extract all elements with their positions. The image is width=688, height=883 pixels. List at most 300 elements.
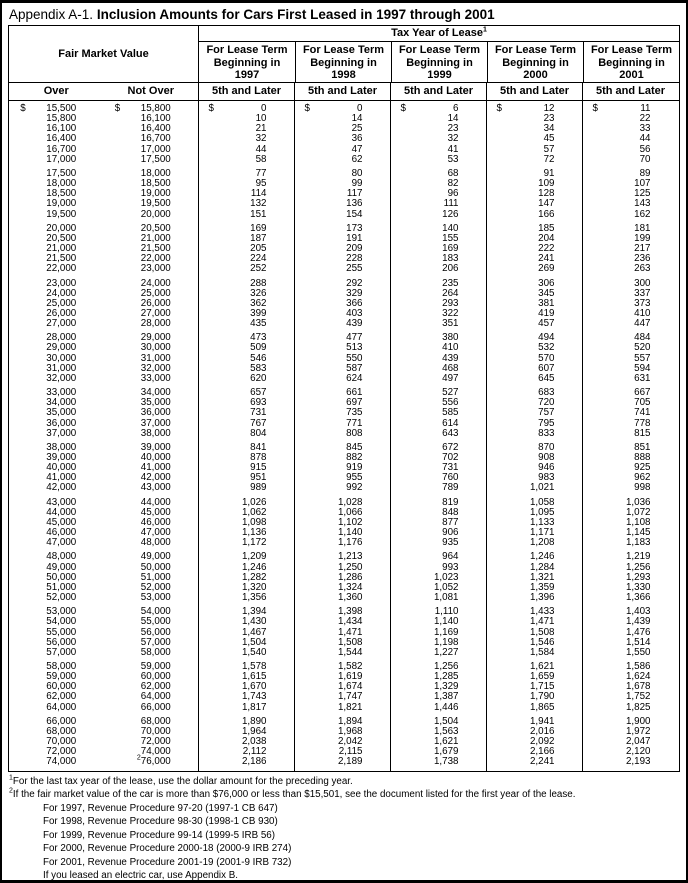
appendix-label: Appendix A-1. — [9, 7, 94, 22]
amount: 49,000 — [140, 551, 171, 563]
term-subheader-2001 — [582, 83, 678, 100]
amount: 126 — [442, 208, 459, 220]
amount: 66,000 — [46, 715, 77, 727]
table-row — [9, 703, 679, 713]
cell-value-1997 — [198, 289, 294, 299]
cell-value-1997 — [198, 453, 294, 463]
table-row — [9, 329, 679, 343]
cell-value-1998 — [294, 453, 390, 463]
cell-over — [9, 483, 104, 493]
cell-value-1998 — [294, 713, 390, 727]
cell-value-2001 — [582, 289, 678, 299]
tax-year-section — [198, 26, 679, 82]
cell-not-over — [104, 210, 199, 220]
cell-value-1999 — [390, 309, 486, 319]
amount: 583 — [250, 362, 267, 374]
cell-value-1998 — [294, 374, 390, 384]
cell-value-1998 — [294, 244, 390, 254]
amount: 760 — [442, 472, 459, 484]
amount: 252 — [250, 263, 267, 275]
amount: 55,000 — [140, 616, 171, 628]
amount: 410 — [634, 307, 651, 319]
cell-value-2000 — [486, 101, 582, 114]
table-row — [9, 299, 679, 309]
amount: 58 — [255, 153, 267, 165]
cell-value-1997 — [198, 364, 294, 374]
amount: 136 — [346, 198, 363, 210]
cell-value-2001 — [582, 439, 678, 453]
amount: 1,098 — [241, 516, 267, 528]
amount: 1,446 — [433, 701, 459, 713]
cell-value-1999 — [390, 364, 486, 374]
amount: 697 — [346, 397, 363, 409]
cell-value-1999 — [390, 101, 486, 114]
amount: 1,578 — [241, 660, 267, 672]
cell-over — [9, 155, 104, 165]
amount: 18,000 — [46, 178, 77, 190]
cell-value-1997 — [198, 145, 294, 155]
amount: 1,023 — [433, 571, 459, 583]
amount: 27,000 — [140, 307, 171, 319]
amount: 1,619 — [337, 671, 363, 683]
cell-value-1998 — [294, 189, 390, 199]
cell-value-1998 — [294, 234, 390, 244]
cell-value-2001 — [582, 648, 678, 658]
cell-value-1998 — [294, 658, 390, 672]
amount: 21,500 — [140, 243, 171, 255]
amount: 815 — [634, 427, 651, 439]
amount: 735 — [346, 407, 363, 419]
table-row — [9, 439, 679, 453]
amount: 667 — [634, 387, 651, 399]
amount: 80 — [351, 167, 363, 179]
cell-over — [9, 264, 104, 274]
cell-value-2000 — [486, 329, 582, 343]
amount: 702 — [442, 452, 459, 463]
cell-value-2001 — [582, 364, 678, 374]
amount: 1,584 — [529, 646, 555, 658]
cell-value-1999 — [390, 494, 486, 508]
cell-value-1997 — [198, 483, 294, 493]
cell-value-1998 — [294, 617, 390, 627]
amount: 77 — [255, 167, 267, 179]
table-row — [9, 165, 679, 179]
cell-value-2000 — [486, 439, 582, 453]
cell-value-1999 — [390, 713, 486, 727]
cell-value-1998 — [294, 145, 390, 155]
fair-market-value-label: Fair Market Value — [58, 48, 149, 60]
dollar-sign: $ — [304, 103, 310, 114]
amount: 14 — [447, 113, 459, 125]
cell-value-1997 — [198, 548, 294, 562]
cell-value-2001 — [582, 593, 678, 603]
amount: 683 — [538, 387, 555, 399]
footnote-reference: For 1997, Revenue Procedure 97-20 (1997-1 CB 647) — [43, 802, 278, 814]
cell-not-over — [104, 483, 199, 493]
amount: 1,219 — [625, 551, 651, 563]
amount: 60,000 — [46, 681, 77, 693]
cell-value-2000 — [486, 398, 582, 408]
lease-term-header-row — [199, 42, 679, 82]
amount: 1,968 — [337, 725, 363, 737]
amount: 998 — [634, 482, 651, 494]
amount: 209 — [346, 243, 363, 255]
footnote-mark-1: 1 — [483, 26, 487, 34]
amount: 1,208 — [529, 537, 555, 549]
amount: 381 — [538, 297, 555, 309]
amount: 34,000 — [46, 397, 77, 409]
cell-value-1999 — [390, 593, 486, 603]
cell-value-2000 — [486, 343, 582, 353]
amount: 62,000 — [140, 681, 171, 693]
amount: 494 — [538, 332, 555, 344]
cell-not-over — [104, 264, 199, 274]
amount: 1,674 — [337, 681, 363, 693]
cell-over — [9, 319, 104, 329]
amount: 1,582 — [337, 660, 363, 672]
cell-value-2000 — [486, 124, 582, 134]
cell-not-over — [104, 648, 199, 658]
amount: 99 — [351, 178, 363, 190]
cell-value-1997 — [198, 114, 294, 124]
amount: 778 — [634, 417, 651, 429]
cell-value-2000 — [486, 275, 582, 289]
cell-not-over — [104, 538, 199, 548]
cell-value-1999 — [390, 439, 486, 453]
amount: 30,000 — [46, 352, 77, 364]
amount: 109 — [538, 178, 555, 190]
amount: 1,972 — [625, 725, 651, 737]
amount: 989 — [250, 482, 267, 494]
table-row — [9, 275, 679, 289]
cell-value-1997 — [198, 603, 294, 617]
amount: 509 — [250, 342, 267, 354]
amount: 50,000 — [46, 571, 77, 583]
amount: 877 — [442, 516, 459, 528]
amount: 2,016 — [529, 725, 555, 737]
column-subheader-row — [9, 82, 679, 101]
amount: 222 — [538, 243, 555, 255]
amount: 1,544 — [337, 646, 363, 658]
amount: 56,000 — [46, 636, 77, 648]
table-row — [9, 483, 679, 493]
amount: 1,176 — [337, 537, 363, 549]
amount: 1,865 — [529, 701, 555, 713]
amount: 720 — [538, 397, 555, 409]
amount: 419 — [538, 307, 555, 319]
cell-value-2000 — [486, 603, 582, 617]
amount: 166 — [538, 208, 555, 220]
amount: 964 — [442, 551, 459, 563]
amount: 439 — [346, 318, 363, 330]
amount: 1,072 — [625, 506, 651, 518]
amount: 38,000 — [46, 441, 77, 453]
amount: 162 — [634, 208, 651, 220]
amount: 31,000 — [140, 352, 171, 364]
term-subheader-label: 5th and Later — [307, 85, 378, 97]
amount: 62 — [351, 153, 363, 165]
cell-value-1997 — [198, 134, 294, 144]
table-row — [9, 264, 679, 274]
table-row — [9, 648, 679, 658]
cell-value-2000 — [486, 538, 582, 548]
cell-value-1999 — [390, 289, 486, 299]
amount: 808 — [346, 427, 363, 439]
amount: 1,198 — [433, 636, 459, 648]
dollar-sign: $ — [400, 103, 406, 114]
amount: 21,500 — [46, 253, 77, 265]
amount: 906 — [442, 527, 459, 539]
amount: 16,100 — [140, 113, 171, 125]
amount: 17,000 — [140, 143, 171, 155]
amount: 1,743 — [241, 691, 267, 703]
amount: 91 — [543, 167, 555, 179]
amount: 457 — [538, 318, 555, 330]
amount: 1,036 — [625, 496, 651, 508]
cell-value-1999 — [390, 374, 486, 384]
amount: 851 — [634, 441, 651, 453]
cell-value-1997 — [198, 264, 294, 274]
amount: 845 — [346, 441, 363, 453]
amount: 1,140 — [337, 527, 363, 539]
amount: 447 — [634, 318, 651, 330]
amount: 56,000 — [140, 626, 171, 638]
amount: 1,504 — [241, 636, 267, 648]
table-row — [9, 603, 679, 617]
amount: 45,000 — [46, 516, 77, 528]
amount: 1,329 — [433, 681, 459, 693]
amount: 657 — [250, 387, 267, 399]
cell-value-1999 — [390, 384, 486, 398]
cell-value-1998 — [294, 165, 390, 179]
cell-value-1998 — [294, 179, 390, 189]
cell-value-1997 — [198, 658, 294, 672]
cell-value-1997 — [198, 439, 294, 453]
amount: 28,000 — [140, 318, 171, 330]
amount: 64,000 — [46, 701, 77, 713]
cell-value-1999 — [390, 518, 486, 528]
cell-value-2001 — [582, 220, 678, 234]
amount: 1,586 — [625, 660, 651, 672]
cell-over — [9, 757, 104, 770]
cell-value-2001 — [582, 494, 678, 508]
cell-not-over — [104, 374, 199, 384]
amount: 661 — [346, 387, 363, 399]
cell-value-1999 — [390, 343, 486, 353]
cell-value-1998 — [294, 199, 390, 209]
amount: 951 — [250, 472, 267, 484]
amount: 624 — [346, 372, 363, 384]
cell-value-1998 — [294, 155, 390, 165]
cell-value-1997 — [198, 165, 294, 179]
amount: 306 — [538, 277, 555, 289]
amount: 1,169 — [433, 626, 459, 638]
cell-value-1999 — [390, 220, 486, 234]
amount: 484 — [634, 332, 651, 344]
amount: 1,825 — [625, 701, 651, 713]
cell-value-2000 — [486, 648, 582, 658]
amount: 255 — [346, 263, 363, 275]
table-row — [9, 548, 679, 562]
amount: 49,000 — [46, 561, 77, 573]
amount: 72,000 — [140, 736, 171, 748]
cell-value-1999 — [390, 398, 486, 408]
cell-value-1999 — [390, 329, 486, 343]
dollar-sign: $ — [114, 103, 121, 114]
amount: 58,000 — [140, 646, 171, 658]
amount: 705 — [634, 397, 651, 409]
cell-over — [9, 165, 104, 179]
amount: 848 — [442, 506, 459, 518]
cell-value-2001 — [582, 275, 678, 289]
cell-value-1997 — [198, 419, 294, 429]
amount: 556 — [442, 397, 459, 409]
cell-not-over — [104, 439, 199, 453]
amount: 37,000 — [46, 427, 77, 439]
cell-value-2001 — [582, 244, 678, 254]
cell-value-1998 — [294, 757, 390, 770]
cell-value-1998 — [294, 289, 390, 299]
amount: 35,000 — [140, 397, 171, 409]
amount: 206 — [442, 263, 459, 275]
cell-value-2000 — [486, 548, 582, 562]
amount: 962 — [634, 472, 651, 484]
cell-value-1997 — [198, 299, 294, 309]
amount: 925 — [634, 462, 651, 474]
cell-value-2000 — [486, 210, 582, 220]
amount: 173 — [346, 222, 363, 234]
cell-value-1998 — [294, 343, 390, 353]
amount: 39,000 — [140, 441, 171, 453]
amount: 594 — [634, 362, 651, 374]
amount: 107 — [634, 178, 651, 190]
amount: 1,752 — [625, 691, 651, 703]
cell-value-1999 — [390, 429, 486, 439]
cell-value-1997 — [198, 648, 294, 658]
lease-term-line2: Beginning in — [310, 56, 377, 69]
amount: 992 — [346, 482, 363, 494]
amount: 337 — [634, 287, 651, 299]
lease-term-line1: For Lease Term — [206, 44, 288, 56]
amount: 52,000 — [46, 592, 77, 604]
cell-value-2001 — [582, 463, 678, 473]
amount: 915 — [250, 462, 267, 474]
term-subheader-2000 — [486, 83, 582, 100]
amount: 16,400 — [46, 133, 77, 145]
amount: 34 — [543, 123, 555, 135]
amount: 1,670 — [241, 681, 267, 693]
cell-value-1997 — [198, 617, 294, 627]
amount: 40,000 — [46, 462, 77, 474]
cell-over — [9, 548, 104, 562]
amount: $ 6 — [400, 103, 459, 114]
cell-value-1999 — [390, 244, 486, 254]
cell-value-1998 — [294, 703, 390, 713]
amount: 224 — [250, 253, 267, 265]
lease-term-year: 1997 — [234, 69, 260, 81]
amount: 21,000 — [140, 232, 171, 244]
amount: 1,282 — [241, 571, 267, 583]
amount: 1,359 — [529, 581, 555, 593]
cell-value-1997 — [198, 757, 294, 770]
amount: 17,500 — [46, 167, 77, 179]
cell-over — [9, 408, 104, 418]
cell-value-2000 — [486, 220, 582, 234]
table-row — [9, 658, 679, 672]
amount: 17,500 — [140, 153, 171, 165]
table-row — [9, 254, 679, 264]
cell-value-2000 — [486, 483, 582, 493]
cell-value-2001 — [582, 603, 678, 617]
footnotes — [9, 775, 679, 883]
amount: 1,172 — [241, 537, 267, 549]
cell-value-1999 — [390, 538, 486, 548]
lease-term-line1: For Lease Term — [398, 44, 481, 56]
cell-value-1997 — [198, 713, 294, 727]
cell-over — [9, 220, 104, 234]
amount: 2,047 — [625, 736, 651, 748]
amount: 1,021 — [529, 482, 555, 494]
amount: 1,145 — [625, 527, 651, 539]
amount: 293 — [442, 297, 459, 309]
cell-value-2000 — [486, 658, 582, 672]
term-subheader-label: 5th and Later — [403, 85, 474, 97]
table-row — [9, 199, 679, 209]
cell-value-2001 — [582, 319, 678, 329]
amount: 1,356 — [241, 592, 267, 604]
amount: 32 — [255, 133, 267, 145]
table-row — [9, 220, 679, 234]
cell-over — [9, 648, 104, 658]
footnote-mark-2: 2 — [136, 755, 141, 763]
cell-value-1997 — [198, 210, 294, 220]
cell-value-1999 — [390, 254, 486, 264]
amount: 23 — [447, 123, 459, 135]
amount: 1,403 — [625, 606, 651, 618]
amount: 37,000 — [140, 417, 171, 429]
lease-term-line2: Beginning in — [406, 56, 473, 69]
cell-value-1999 — [390, 145, 486, 155]
table-row — [9, 538, 679, 548]
cell-value-1997 — [198, 408, 294, 418]
amount: 241 — [538, 253, 555, 265]
cell-value-1998 — [294, 319, 390, 329]
cell-value-1997 — [198, 354, 294, 364]
cell-value-1998 — [294, 210, 390, 220]
amount: 908 — [538, 452, 555, 463]
amount: 955 — [346, 472, 363, 484]
amount: 185 — [538, 222, 555, 234]
cell-value-1997 — [198, 374, 294, 384]
tax-year-of-lease-label: Tax Year of Lease — [391, 27, 484, 39]
amount: 1,058 — [529, 496, 555, 508]
amount: 48,000 — [46, 551, 77, 563]
amount: 22,000 — [46, 263, 77, 275]
amount: 1,209 — [241, 551, 267, 563]
amount: 21,000 — [46, 243, 77, 255]
amount: 468 — [442, 362, 459, 374]
cell-value-1997 — [198, 329, 294, 343]
amount: 645 — [538, 372, 555, 384]
amount: 1,286 — [337, 571, 363, 583]
cell-value-2000 — [486, 134, 582, 144]
cell-value-1998 — [294, 220, 390, 234]
amount: 20,000 — [140, 208, 171, 220]
amount: 1,476 — [625, 626, 651, 638]
lease-term-header-1999 — [391, 42, 487, 82]
cell-value-2000 — [486, 319, 582, 329]
cell-not-over — [104, 319, 199, 329]
